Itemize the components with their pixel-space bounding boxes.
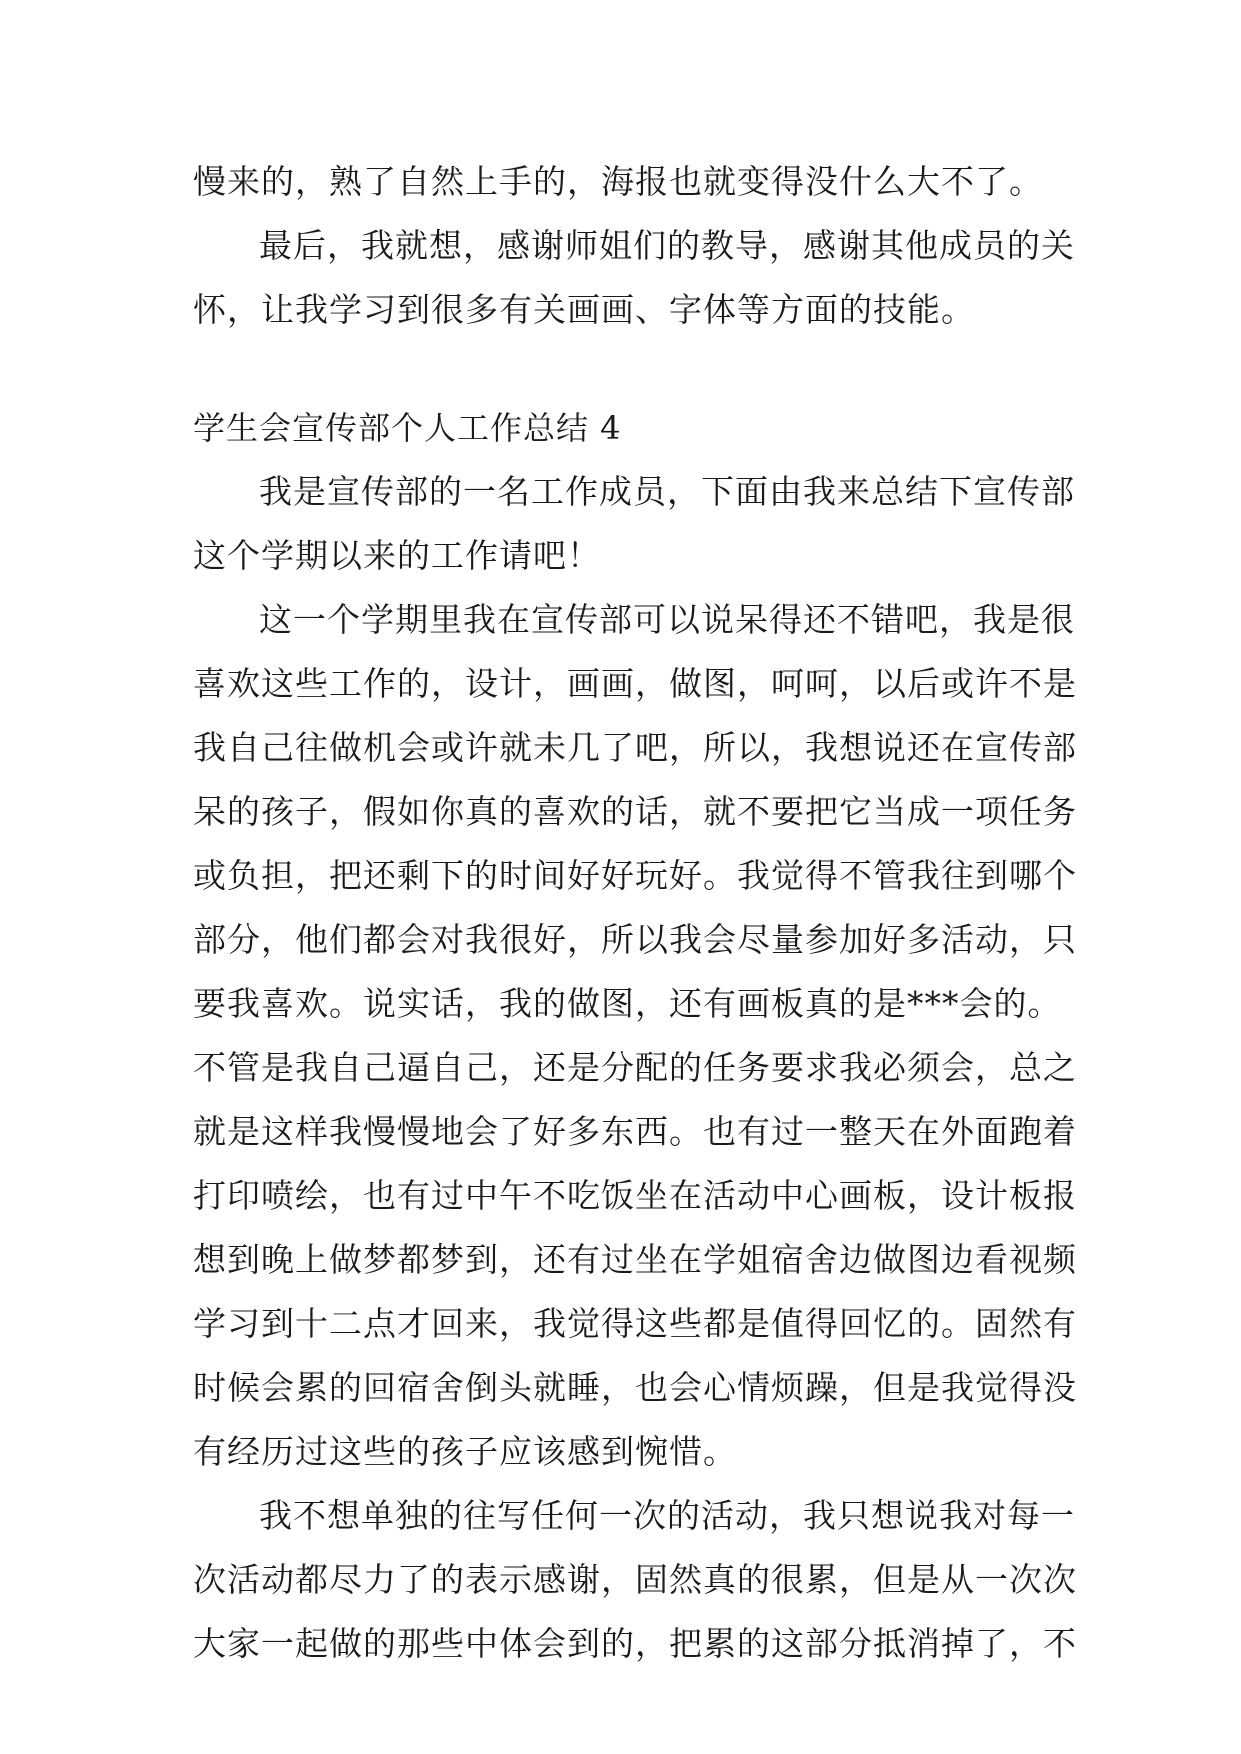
paragraph xyxy=(193,460,1075,588)
paragraph-line: 大家一起做的那些中体会到的，把累的这部分抵消掉了，不 xyxy=(193,1624,1077,1663)
paragraph-line: 就是这样我慢慢地会了好多东西。也有过一整天在外面跑着 xyxy=(193,1112,1077,1151)
paragraph-line: 不管是我自己逼自己，还是分配的任务要求我必须会，总之 xyxy=(193,1048,1077,1087)
paragraph-line: 想到晚上做梦都梦到，还有过坐在学姐宿舍边做图边看视频 xyxy=(193,1240,1077,1279)
section-title: 学生会宣传部个人工作总结 4 xyxy=(193,409,622,447)
paragraph-line: 次活动都尽力了的表示感谢，固然真的很累，但是从一次次 xyxy=(193,1560,1077,1599)
paragraph-line: 部分，他们都会对我很好，所以我会尽量参加好多活动，只 xyxy=(193,920,1077,959)
paragraph-line: 这一个学期里我在宣传部可以说呆得还不错吧，我是很 xyxy=(259,600,1075,639)
paragraph-line: 我不想单独的往写任何一次的活动，我只想说我对每一 xyxy=(259,1496,1075,1535)
paragraph-line: 喜欢这些工作的，设计，画画，做图，呵呵，以后或许不是 xyxy=(193,664,1077,703)
section-gap xyxy=(193,342,1051,396)
paragraph-line: 或负担，把还剩下的时间好好玩好。我觉得不管我往到哪个 xyxy=(193,856,1077,895)
paragraph-line: 学习到十二点才回来，我觉得这些都是值得回忆的。固然有 xyxy=(193,1304,1077,1343)
paragraph-line: 慢来的，熟了自然上手的，海报也就变得没什么大不了。 xyxy=(193,162,1043,201)
paragraph-line: 我是宣传部的一名工作成员，下面由我来总结下宣传部 xyxy=(259,472,1075,511)
paragraph xyxy=(193,588,1077,1484)
paragraph xyxy=(193,150,1051,214)
paragraph-line: 这个学期以来的工作请吧！ xyxy=(193,536,601,575)
paragraph-line: 有经历过这些的孩子应该感到惋惜。 xyxy=(193,1432,737,1471)
paragraph-line: 呆的孩子，假如你真的喜欢的话，就不要把它当成一项任务 xyxy=(193,792,1077,831)
paragraph xyxy=(193,1484,1077,1676)
paragraph-line: 要我喜欢。说实话，我的做图，还有画板真的是***会的。 xyxy=(193,984,1062,1023)
paragraph-line: 怀，让我学习到很多有关画画、字体等方面的技能。 xyxy=(193,290,975,329)
paragraph-line: 最后，我就想，感谢师姐们的教导，感谢其他成员的关 xyxy=(259,226,1075,265)
document-page xyxy=(193,150,1077,1676)
paragraph-line: 我自己往做机会或许就未几了吧，所以，我想说还在宣传部 xyxy=(193,728,1077,767)
paragraph-line: 时候会累的回宿舍倒头就睡，也会心情烦躁，但是我觉得没 xyxy=(193,1368,1077,1407)
paragraph xyxy=(193,214,1075,342)
paragraph-line: 打印喷绘，也有过中午不吃饭坐在活动中心画板，设计板报 xyxy=(193,1176,1077,1215)
